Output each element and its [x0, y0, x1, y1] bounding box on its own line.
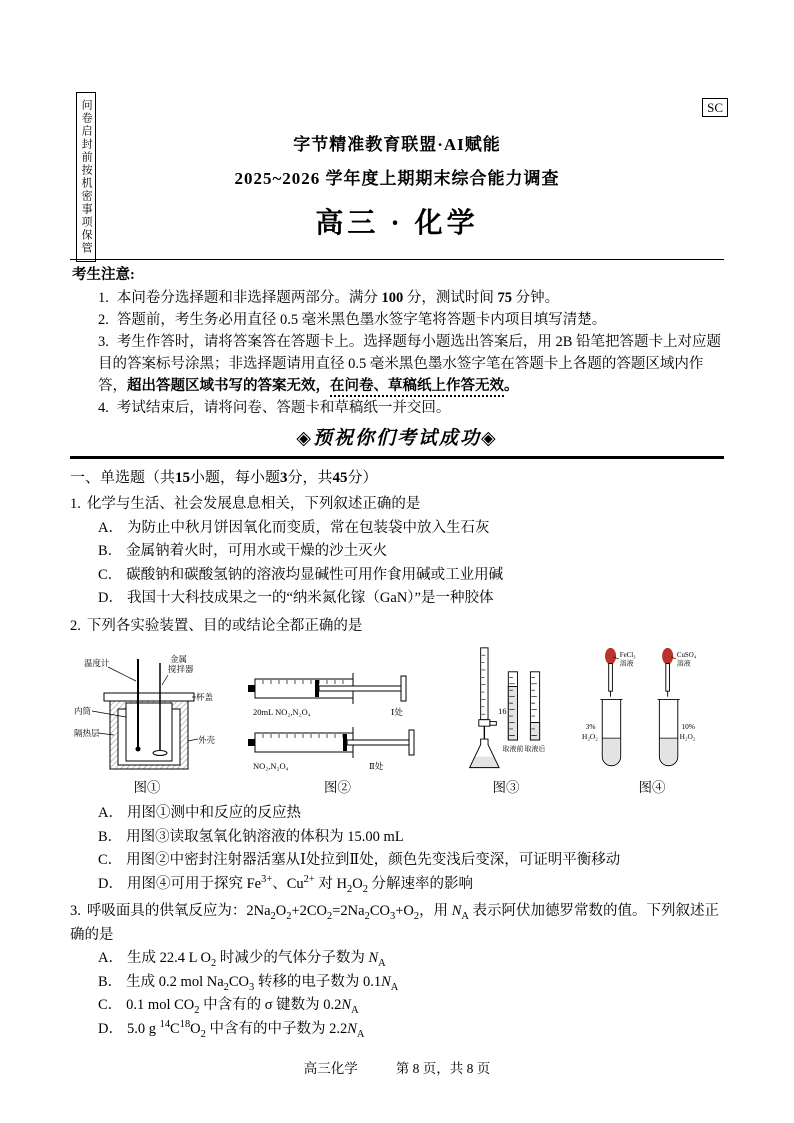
syringe1-thumb-rest [401, 676, 406, 701]
option-text: 用图③读取氢氧化钠溶液的体积为 15.00 mL [126, 828, 404, 845]
option-text: 我国十大科技成果之一的“纳米氮化镓（GaN）”是一种胶体 [126, 590, 494, 607]
question-2-stem [70, 615, 724, 638]
option-a [98, 802, 724, 825]
syringe1-label: 20mL NO₂,N₂O₄ [253, 707, 311, 718]
dropper1-bulb [605, 648, 616, 665]
syringe2-barrel [255, 733, 353, 752]
option-text: 为防止中秋月饼因氧化而变质，常在包装袋中放入生石灰 [126, 519, 490, 536]
question-3 [70, 900, 724, 1041]
burette-diagram [453, 646, 559, 775]
figure-4 [582, 646, 722, 799]
option-label: A． [98, 950, 123, 967]
tube1-liquid [603, 738, 620, 765]
question-stem-text: 化学与生活、社会发展息息相关，下列叙述正确的是 [86, 496, 421, 513]
notice-item-text: 答题前，考生务必用直径 0.5 毫米黑色墨水签字笔将答题卡内项目填写清楚。 [116, 311, 607, 328]
burette-tube [481, 648, 488, 720]
option-label: D． [98, 1020, 123, 1037]
footer-subject: 高三化学 [303, 1061, 358, 1076]
question-2 [70, 615, 724, 896]
calorimeter-diagram [72, 653, 222, 775]
question-number: 2. [70, 617, 81, 634]
notice-item-3 [98, 331, 722, 397]
option-text: 金属钠着火时，可用水或干燥的沙土灭火 [126, 543, 388, 560]
option-d [98, 587, 724, 610]
dropper2-tube [666, 664, 670, 692]
option-a [98, 517, 724, 540]
option-text: 0.1 mol $CO_2$ 中含有的 σ 键数为 $0.2N_A$ [126, 997, 359, 1016]
tube1-label-1: 3% [585, 722, 596, 732]
notice-item-text: 考试结束后，请将问卷、答题卡和草稿纸一并交回。 [116, 399, 451, 416]
shell-label: 外壳 [198, 735, 216, 746]
tube1-label-2: H₂O₂ [582, 732, 598, 742]
before-label: 取液前 [502, 746, 524, 754]
option-label: A． [98, 519, 123, 536]
syringe1-plunger-seal [315, 680, 319, 697]
lid-label: 杯盖 [196, 692, 214, 703]
thermometer-bulb [136, 747, 141, 752]
notice-item-number: 1. [98, 289, 109, 306]
subject-title: 高三 · 化学 [315, 208, 479, 239]
syringe1-rod [319, 686, 401, 691]
notice-item-text: 考生作答时，请将答案答在答题卡上。选择题每小题选出答案后，用 2B 铅笔把答题卡上对应题目的答案标号涂黑；非选择题请用直径 0.5 毫米黑色墨水签字笔在答题卡上各题的答题区域内作答，超出答题区域书写的答案无效，在问卷、草稿纸上作答无效。 [98, 334, 721, 398]
candidate-notice [70, 259, 724, 459]
question-stem-text: 下列各实验装置、目的或结论全都正确的是 [86, 617, 363, 634]
notice-item-4 [98, 397, 722, 419]
option-b [98, 826, 724, 849]
option-a [98, 947, 724, 970]
option-label: B． [98, 973, 123, 990]
option-d [98, 873, 724, 896]
figure-caption: 图④ [638, 780, 666, 796]
syringe2-label: NO₂,N₂O₄ [253, 761, 289, 772]
notice-item-number: 4. [98, 399, 109, 416]
inner-cup-label: 内筒 [74, 706, 92, 717]
dropper1-label-1: FeCl₃ [619, 652, 636, 660]
tube2-label-2: H₂O₂ [679, 732, 696, 742]
figure-caption: 图② [324, 780, 351, 796]
option-c [98, 564, 724, 587]
dropper1-label-2: 溶液 [619, 660, 634, 668]
dropper2-bulb [662, 648, 673, 665]
option-label: A． [98, 805, 123, 822]
notice-item-2 [98, 309, 722, 331]
footer-page-number: 第 8 页，共 8 页 [395, 1061, 491, 1076]
tube2-label-1: 10% [681, 722, 695, 732]
inner-cup [126, 703, 172, 761]
insulation-label: 隔热层 [74, 728, 100, 739]
stirrer-label-1: 金属 [170, 654, 188, 665]
notice-item-1 [98, 287, 722, 309]
stopcock [479, 720, 490, 726]
option-label: C． [98, 566, 123, 583]
syringe2-rod [347, 740, 409, 745]
question-1-options [98, 517, 724, 611]
option-label: D． [98, 875, 123, 892]
question-3-stem [70, 900, 724, 947]
thermometer-label: 温度计 [84, 658, 110, 669]
stopcock-handle [490, 722, 496, 726]
option-label: B． [98, 543, 123, 560]
paper-content [70, 0, 724, 1041]
figure-3 [453, 646, 559, 799]
question-2-figures [72, 646, 722, 799]
notice-title: 考生注意: [72, 267, 135, 283]
cup-lid [104, 693, 194, 701]
dropper1-tube [609, 664, 613, 692]
question-number: 1. [70, 496, 81, 513]
option-text: 生成 0.2 mol $Na_2CO_3$ 转移的电子数为 $0.1N_A$ [126, 973, 399, 993]
option-b [98, 540, 724, 563]
seal-code-text: SC [707, 100, 723, 115]
option-c [98, 994, 724, 1017]
syringes-diagram [245, 670, 430, 775]
position1-label: Ⅰ处 [391, 707, 403, 718]
page-footer [0, 1057, 794, 1077]
option-text: 用图②中密封注射器活塞从Ⅰ处拉到Ⅱ处，颜色先变浅后变深，可证明平衡移动 [126, 852, 621, 869]
syringe2-plunger-seal [343, 734, 347, 751]
question-3-options [98, 947, 724, 1041]
option-text: 5.0 g $^{14}C^{18}O_2$ 中含有的中子数为 $2.2N_A$ [126, 1018, 365, 1040]
option-b [98, 971, 724, 994]
exam-session-title: 2025~2026 学年度上期期末综合能力调查 [234, 169, 560, 188]
option-text: 用图④可用于探究 $Fe^{3+}$、$Cu^{2+}$ 对 $H_2O_2$ 分解速率的影响 [126, 873, 474, 895]
seal-code-box [702, 98, 728, 117]
wish-banner: ◈预祝你们考试成功◈ [296, 427, 498, 449]
after-label: 取液后 [524, 746, 546, 754]
option-d [98, 1018, 724, 1041]
option-label: D． [98, 590, 123, 607]
security-notice-text: 问卷启封前按机密事项保管 [80, 99, 93, 255]
position2-label: Ⅱ处 [369, 761, 384, 772]
question-number: 3. [70, 903, 81, 920]
notice-item-text: 本问卷分选择题和非选择题两部分。满分 100 分，测试时间 75 分钟。 [116, 289, 560, 306]
figure-caption: 图① [133, 780, 161, 796]
droppers-diagram [582, 646, 722, 775]
security-notice-box [76, 92, 96, 262]
option-label: C． [98, 852, 123, 869]
question-1 [70, 493, 724, 610]
stirrer-label-2: 搅拌器 [168, 664, 194, 675]
figure-2 [245, 670, 430, 799]
syringe1-cap [248, 685, 255, 692]
notice-item-number: 2. [98, 311, 109, 328]
question-2-options [98, 802, 724, 896]
section-heading: 一、单选题（共15小题，每小题3分，共45分） [70, 469, 378, 486]
option-text: 用图①测中和反应的反应热 [126, 805, 301, 822]
option-text: 生成 22.4 L $O_2$ 时减少的气体分子数为 $N_A$ [126, 950, 386, 969]
dropper2-label-2: 溶液 [676, 660, 691, 668]
question-1-stem [70, 493, 724, 516]
scale-reading: 16 [498, 707, 507, 717]
figure-1 [72, 653, 222, 799]
syringe2-cap [248, 739, 255, 746]
notice-item-number: 3. [98, 333, 109, 350]
figure-caption: 图③ [492, 780, 520, 796]
option-label: C． [98, 997, 123, 1014]
option-label: B． [98, 828, 123, 845]
dropper2-label-1: CuSO₄ [676, 652, 697, 660]
syringe2-thumb-rest [409, 730, 414, 755]
league-title: 字节精准教育联盟·AI赋能 [293, 135, 501, 154]
option-c [98, 849, 724, 872]
tube2-liquid [660, 738, 677, 765]
option-text: 碳酸钠和碳酸氢钠的溶液均显碱性可用作食用碱或工业用碱 [126, 566, 504, 583]
question-stem-text: 呼吸面具的供氧反应为：$2Na_2O_2+2CO_2=2Na_2CO_3+O_2$，用 $N_A$ 表示阿伏加德罗常数的值。下列叙述正确的是 [70, 903, 720, 943]
